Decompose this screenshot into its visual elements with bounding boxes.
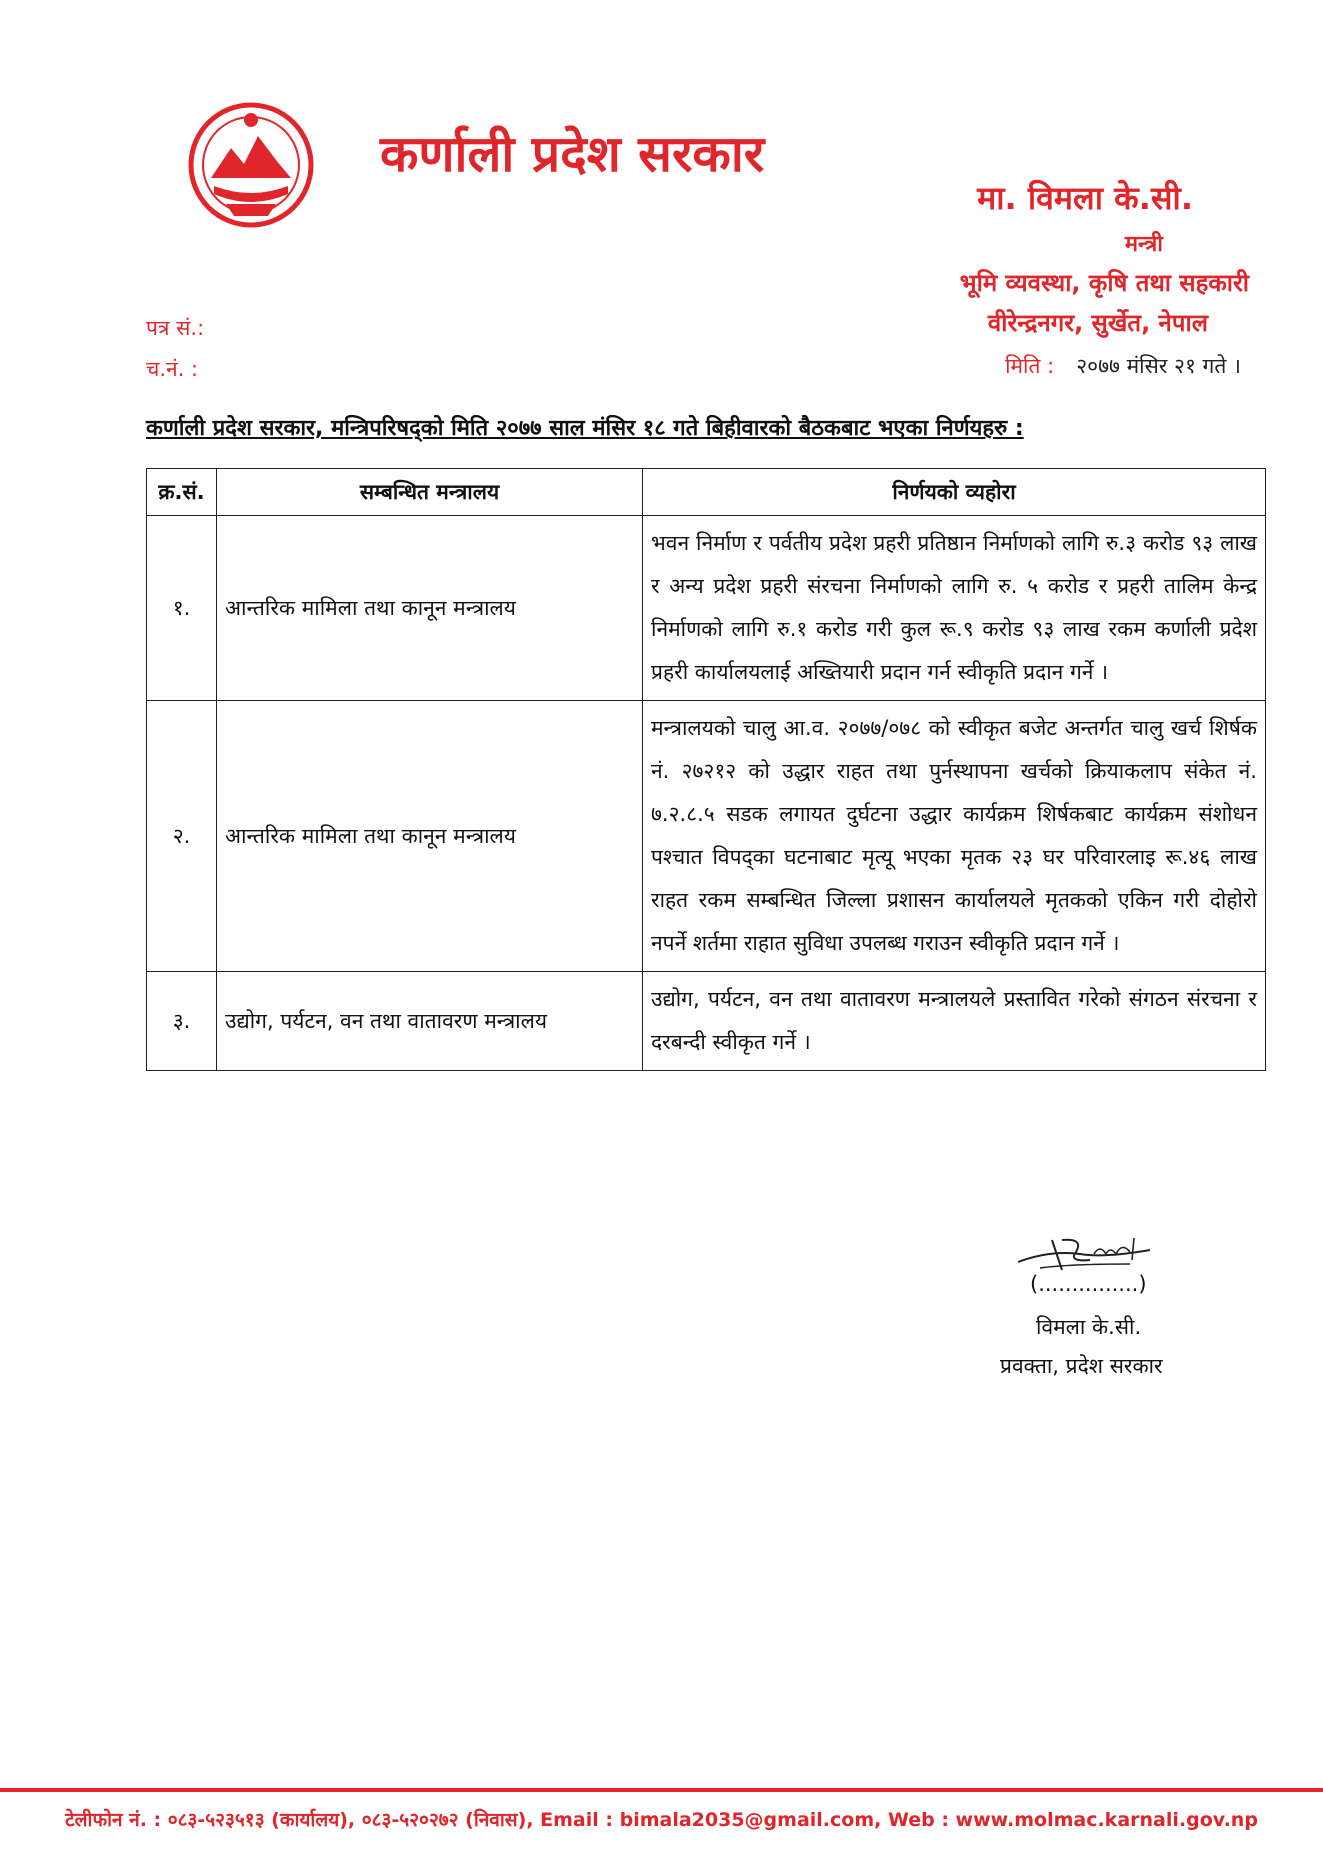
date-value: २०७७ मंसिर २१ गते । — [1076, 354, 1241, 378]
row-ministry: आन्तरिक मामिला तथा कानून मन्त्रालय — [217, 701, 643, 972]
table-row — [147, 516, 1266, 701]
row-decision: उद्योग, पर्यटन, वन तथा वातावरण मन्त्रालयले प्रस्तावित गरेको संगठन संरचना र दरबन्दी स्वीकृत गर्ने । — [643, 972, 1266, 1071]
page-title: कर्णाली प्रदेश सरकार — [380, 125, 765, 183]
decisions-heading: कर्णाली प्रदेश सरकार, मन्त्रिपरिषद्को मिति २०७७ साल मंसिर १८ गते बिहीवारको बैठकबाट भएका निर्णयहरु : — [146, 416, 1024, 441]
table-row — [147, 701, 1266, 972]
ministry-address: वीरेन्द्रनगर, सुर्खेत, नेपाल — [987, 309, 1208, 337]
ministry-name: भूमि व्यवस्था, कृषि तथा सहकारी — [959, 269, 1249, 297]
minister-name: मा. विमला के.सी. — [977, 179, 1193, 217]
letter-number-label: पत्र सं.: — [146, 316, 205, 340]
signature-mark-icon — [1010, 1220, 1160, 1280]
date-block — [1005, 352, 1241, 380]
row-ministry: आन्तरिक मामिला तथा कानून मन्त्रालय — [217, 516, 643, 701]
date-label: मिति : — [1005, 354, 1055, 378]
table-header-row — [147, 469, 1266, 516]
signatory-name: विमला के.सी. — [1036, 1315, 1142, 1339]
row-ministry: उद्योग, पर्यटन, वन तथा वातावरण मन्त्रालय — [217, 972, 643, 1071]
row-decision: मन्त्रालयको चालु आ.व. २०७७/०७८ को स्वीकृत बजेट अन्तर्गत चालु खर्च शिर्षक नं. २७२१२ को उद्धार राहत तथा पुर्नस्थापना खर्चको क्रियाकलाप संकेत नं. ७.२.८.५ सडक लगायत दुर्घटना उद्धार कार्यक्रम शिर्षकबाट कार्यक्रम संशोधन पश्चात विपद्का घटनाबाट मृत्यू भएका मृतक २३ घर परिवारलाइ रू.४६ लाख राहत रकम सम्बन्धित जिल्ला प्रशासन कार्यालयले मृतकको एकिन गरी दोहोरो नपर्ने शर्तमा राहात सुविधा उपलब्ध गराउन स्वीकृति प्रदान गर्ने । — [643, 701, 1266, 972]
signature-placeholder: (...............) — [1030, 1272, 1147, 1296]
column-header-serial: क्र.सं. — [147, 469, 217, 516]
footer-divider — [0, 1788, 1323, 1792]
row-serial: ३. — [147, 972, 217, 1071]
decisions-table — [146, 468, 1266, 1071]
row-serial: २. — [147, 701, 217, 972]
footer-contact: टेलीफोन नं. : ०८३-५२३५१३ (कार्यालय), ०८३-५२०२७२ (निवास), Email : bimala2035@gmail.com, Web : www.molmac.karnali.gov.np — [65, 1809, 1258, 1831]
dispatch-number-label: च.नं. : — [146, 357, 199, 381]
column-header-decision: निर्णयको व्यहोरा — [643, 469, 1266, 516]
row-decision: भवन निर्माण र पर्वतीय प्रदेश प्रहरी प्रतिष्ठान निर्माणको लागि रु.३ करोड ९३ लाख र अन्य प्रदेश प्रहरी संरचना निर्माणको लागि रु. ५ करोड र प्रहरी तालिम केन्द्र निर्माणको लागि रु.१ करोड गरी कुल रू.९ करोड ९३ लाख रकम कर्णाली प्रदेश प्रहरी कार्यालयलाई अख्तियारी प्रदान गर्न स्वीकृति प्रदान गर्ने । — [643, 516, 1266, 701]
nepal-state-emblem-icon — [186, 100, 316, 230]
table-row — [147, 972, 1266, 1071]
minister-role: मन्त्री — [1124, 232, 1163, 257]
column-header-ministry: सम्बन्धित मन्त्रालय — [217, 469, 643, 516]
signatory-title: प्रवक्ता, प्रदेश सरकार — [1000, 1354, 1163, 1378]
row-serial: १. — [147, 516, 217, 701]
